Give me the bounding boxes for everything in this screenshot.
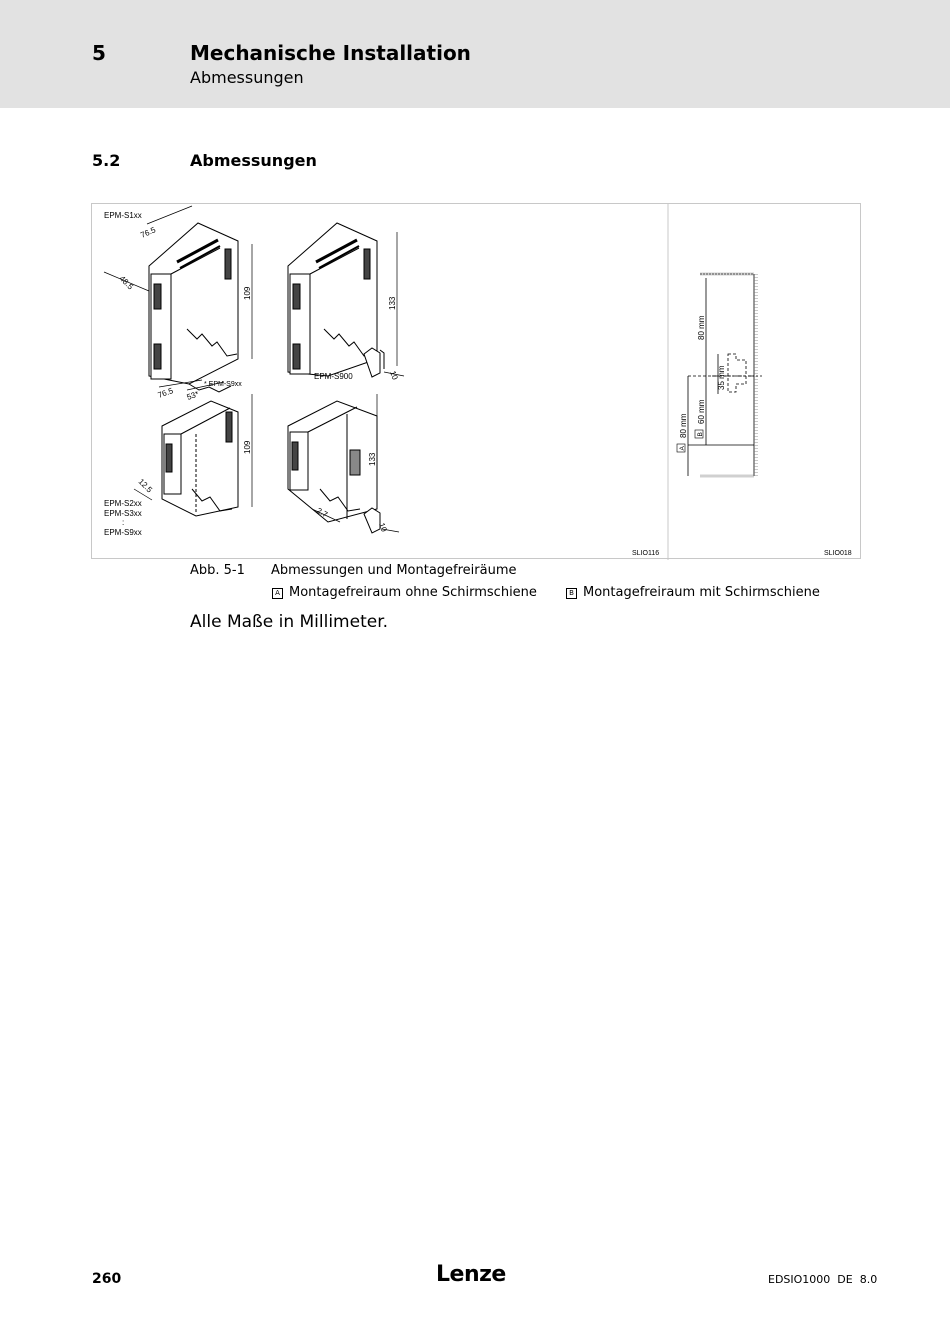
dim-12-5: 12.5 (136, 477, 154, 495)
dim-109-top: 109 (243, 286, 252, 300)
legend-text-a: Montagefreiraum ohne Schirmschiene (289, 585, 537, 600)
code-slio018: SLIO018 (824, 550, 852, 557)
dim-48-5: 48.5 (117, 274, 135, 292)
dim-35mm: 35 mm (717, 365, 726, 390)
legend-item-a (272, 585, 537, 600)
dim-133-bottom: 133 (368, 452, 377, 466)
figure-caption-label: Abb. 5-1 (190, 563, 245, 578)
document-id: EDSIO1000 DE 8.0 (768, 1273, 878, 1286)
dim-10-bottom: 10 (377, 521, 389, 534)
dim-10-top: 10 (388, 369, 400, 382)
label-epm-s9xx-note: * EPM-S9xx (204, 381, 242, 388)
legend-item-b (566, 585, 820, 600)
module-s9xx-drawing (288, 401, 380, 533)
header-band (0, 0, 950, 108)
label-dots: : (122, 518, 125, 527)
dim-109-bottom: 109 (243, 440, 252, 454)
code-slio116: SLIO116 (632, 550, 660, 557)
page-number: 260 (92, 1271, 122, 1287)
label-epm-s900: EPM-S900 (314, 372, 353, 381)
module-s2xx-drawing (162, 401, 238, 516)
module-s900-drawing (288, 223, 384, 377)
dim-133-top: 133 (388, 296, 397, 310)
chapter-number: 5 (92, 41, 106, 65)
module-s1xx-drawing (149, 223, 238, 392)
label-epm-s1xx: EPM-S1xx (104, 211, 142, 220)
dim-76-5-top: 76.5 (139, 225, 158, 240)
section-title: Abmessungen (190, 151, 317, 170)
dimension-drawing (92, 204, 862, 560)
label-epm-s3xx: EPM-S3xx (104, 509, 142, 518)
figure-caption-text: Abmessungen und Montagefreiräume (271, 563, 517, 578)
key-a-right: A (679, 446, 686, 451)
dim-80mm-top: 80 mm (697, 315, 706, 340)
dim-2-7: 2.7 (315, 505, 330, 520)
legend-key-b: B (566, 588, 577, 599)
chapter-subtitle: Abmessungen (190, 68, 304, 87)
dim-60mm: 60 mm (697, 399, 706, 424)
chapter-title: Mechanische Installation (190, 41, 471, 65)
legend-text-b: Montagefreiraum mit Schirmschiene (583, 585, 820, 600)
label-epm-s9xx: EPM-S9xx (104, 528, 142, 537)
label-epm-s2xx: EPM-S2xx (104, 499, 142, 508)
body-text: Alle Maße in Millimeter. (190, 612, 389, 632)
lenze-logo: Lenze (436, 1262, 506, 1287)
legend-key-a: A (272, 588, 283, 599)
key-b-right: B (697, 432, 704, 437)
dim-80mm-bottom: 80 mm (679, 413, 688, 438)
dim-53: 53* (185, 389, 200, 402)
section-number: 5.2 (92, 151, 121, 170)
dim-76-5-bottom: 76.5 (156, 386, 175, 400)
dimension-figure (91, 203, 861, 559)
